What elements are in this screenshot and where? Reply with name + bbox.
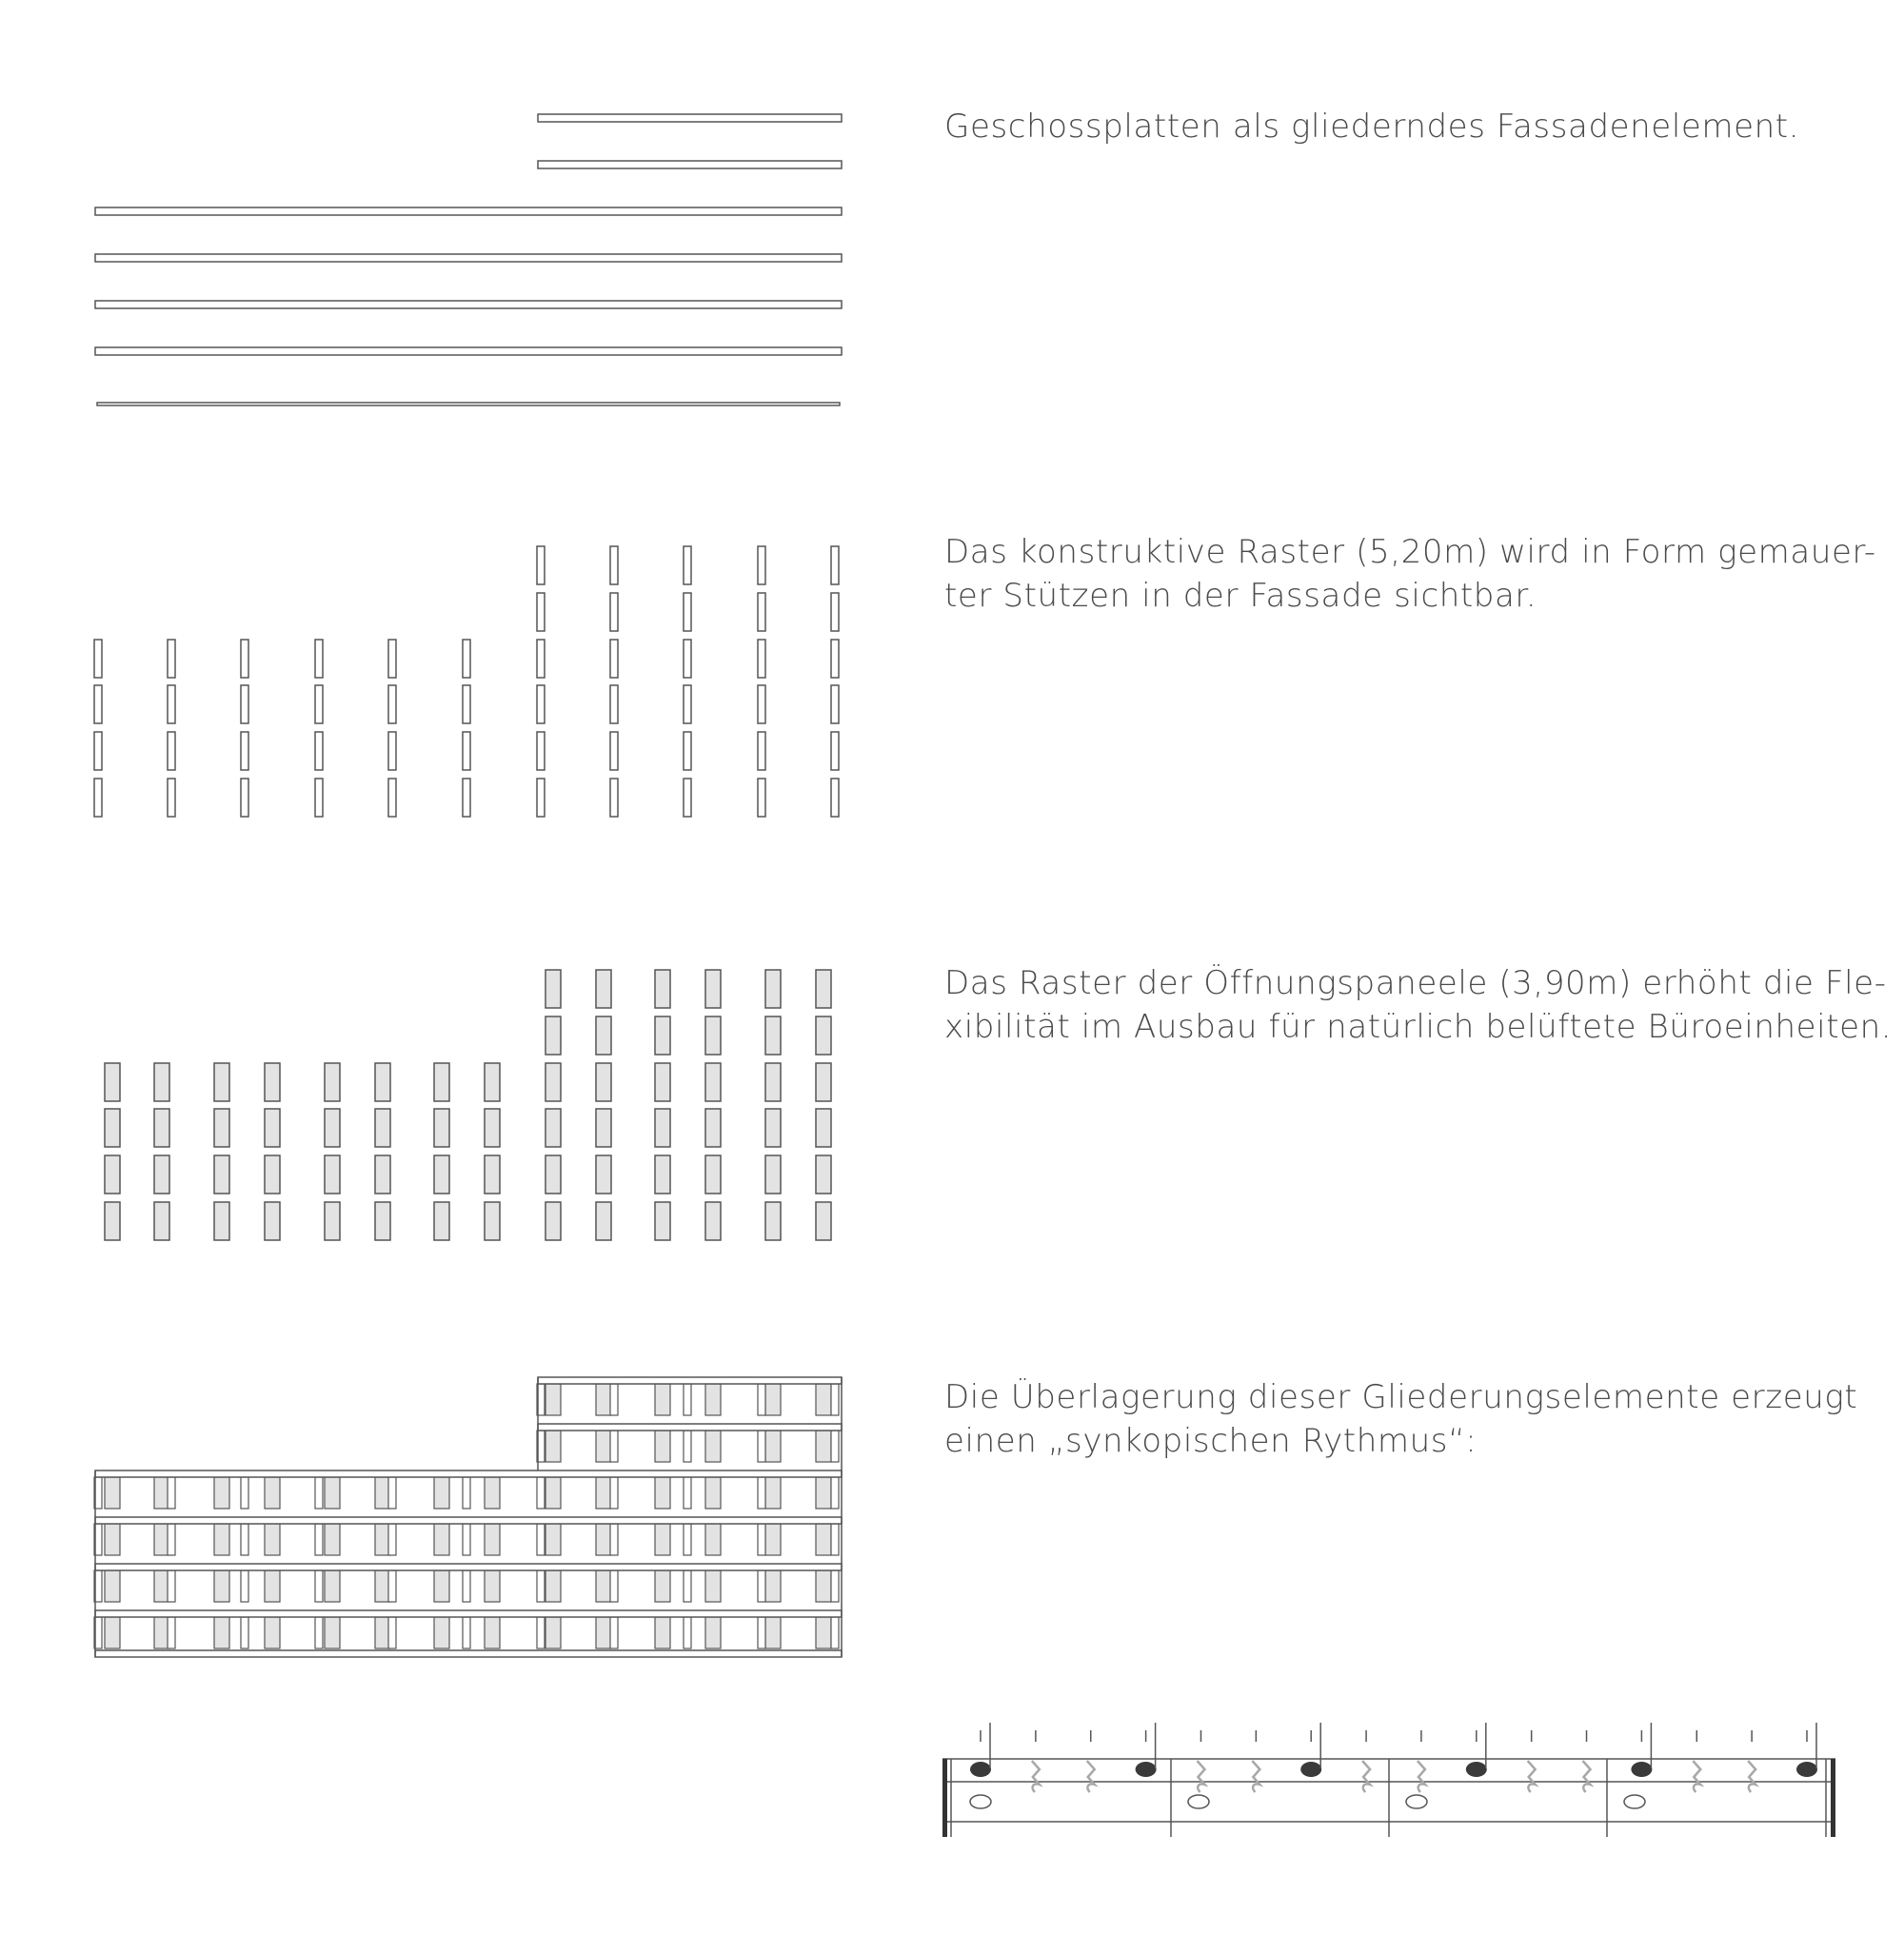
elevation-panel bbox=[325, 1570, 340, 1602]
elevation-panel bbox=[214, 1570, 229, 1602]
opening-panel bbox=[434, 1063, 449, 1101]
quarter-rest bbox=[1362, 1761, 1370, 1792]
structural-column bbox=[537, 779, 545, 817]
elevation-panel bbox=[105, 1477, 120, 1509]
elevation-panel bbox=[765, 1524, 781, 1555]
structural-column bbox=[684, 546, 691, 584]
elevation-slab bbox=[95, 1610, 842, 1617]
structural-column bbox=[610, 546, 618, 584]
opening-panel bbox=[434, 1109, 449, 1147]
quarter-rest bbox=[1087, 1761, 1095, 1792]
opening-panel bbox=[485, 1063, 500, 1101]
quarter-note bbox=[1300, 1762, 1321, 1777]
elevation-column bbox=[610, 1477, 618, 1509]
caption-line: ter Stützen in der Fassade sichtbar. bbox=[944, 577, 1537, 615]
opening-panel bbox=[375, 1109, 390, 1147]
elevation-panel bbox=[265, 1477, 280, 1509]
elevation-column bbox=[388, 1477, 396, 1509]
structural-column bbox=[315, 640, 323, 678]
opening-panel bbox=[816, 1202, 831, 1240]
opening-panel bbox=[325, 1063, 340, 1101]
quarter-rest bbox=[1748, 1761, 1755, 1792]
elevation-panel bbox=[485, 1477, 500, 1509]
elevation-column bbox=[463, 1617, 470, 1648]
structural-column bbox=[831, 593, 839, 631]
quarter-note bbox=[1796, 1762, 1817, 1777]
elevation-column bbox=[684, 1384, 691, 1415]
opening-panel bbox=[705, 1063, 721, 1101]
structural-column bbox=[684, 732, 691, 770]
floor-slab bbox=[538, 114, 842, 122]
elevation-column bbox=[758, 1570, 765, 1602]
opening-panel bbox=[434, 1202, 449, 1240]
opening-panel bbox=[655, 1016, 670, 1055]
opening-panel bbox=[705, 1202, 721, 1240]
elevation-panel bbox=[545, 1431, 561, 1462]
opening-panel bbox=[655, 970, 670, 1008]
elevation-column bbox=[463, 1477, 470, 1509]
opening-panel bbox=[265, 1109, 280, 1147]
opening-panel bbox=[816, 1109, 831, 1147]
structural-column bbox=[463, 779, 470, 817]
elevation-panel bbox=[596, 1524, 611, 1555]
opening-panel bbox=[545, 1155, 561, 1194]
structural-column bbox=[758, 640, 765, 678]
ground-slab bbox=[97, 403, 840, 405]
elevation-slab bbox=[95, 1564, 842, 1570]
elevation-column bbox=[831, 1524, 839, 1555]
elevation-panel bbox=[596, 1617, 611, 1648]
opening-panel bbox=[655, 1109, 670, 1147]
elevation-panel bbox=[655, 1570, 670, 1602]
elevation-column bbox=[610, 1617, 618, 1648]
opening-panel bbox=[765, 1063, 781, 1101]
structural-column bbox=[463, 640, 470, 678]
quarter-rest bbox=[1252, 1761, 1259, 1792]
elevation-panel bbox=[105, 1617, 120, 1648]
opening-panel bbox=[375, 1063, 390, 1101]
elevation-panel bbox=[765, 1384, 781, 1415]
elevation-panel bbox=[705, 1477, 721, 1509]
structural-column bbox=[758, 685, 765, 723]
floor-slabs-diagram bbox=[95, 114, 842, 405]
floor-slab bbox=[95, 207, 842, 215]
caption-opening-panels bbox=[944, 961, 1893, 1049]
elevation-column bbox=[831, 1384, 839, 1415]
opening-panel bbox=[105, 1202, 120, 1240]
elevation-column bbox=[537, 1477, 545, 1509]
structural-column bbox=[94, 732, 102, 770]
structural-column bbox=[758, 546, 765, 584]
opening-panel bbox=[105, 1155, 120, 1194]
opening-panel bbox=[154, 1063, 169, 1101]
elevation-panel bbox=[485, 1524, 500, 1555]
structural-column bbox=[537, 640, 545, 678]
opening-panel bbox=[596, 1155, 611, 1194]
elevation-slab bbox=[538, 1424, 842, 1431]
quarter-rest bbox=[1032, 1761, 1040, 1792]
elevation-column bbox=[758, 1384, 765, 1415]
elevation-panel bbox=[655, 1431, 670, 1462]
whole-note bbox=[1624, 1795, 1645, 1808]
whole-note bbox=[1188, 1795, 1209, 1808]
structural-column bbox=[388, 685, 396, 723]
quarter-note bbox=[1136, 1762, 1157, 1777]
elevation-panel bbox=[265, 1524, 280, 1555]
elevation-column bbox=[315, 1477, 323, 1509]
quarter-rest bbox=[1197, 1761, 1204, 1792]
caption-structural-grid bbox=[944, 530, 1876, 618]
elevation-panel bbox=[325, 1477, 340, 1509]
structural-column bbox=[537, 732, 545, 770]
opening-panel bbox=[596, 1109, 611, 1147]
elevation-panel bbox=[655, 1477, 670, 1509]
structural-column bbox=[94, 779, 102, 817]
quarter-note bbox=[1466, 1762, 1487, 1777]
opening-panel bbox=[545, 1016, 561, 1055]
elevation-column bbox=[831, 1431, 839, 1462]
elevation-panel bbox=[105, 1524, 120, 1555]
structural-column bbox=[537, 593, 545, 631]
structural-column bbox=[831, 546, 839, 584]
structural-column bbox=[241, 779, 248, 817]
elevation-panel bbox=[214, 1477, 229, 1509]
elevation-panel bbox=[816, 1617, 831, 1648]
elevation-panel bbox=[765, 1477, 781, 1509]
opening-panel bbox=[375, 1155, 390, 1194]
elevation-column bbox=[831, 1477, 839, 1509]
elevation-column bbox=[388, 1617, 396, 1648]
elevation-panel bbox=[434, 1524, 449, 1555]
structural-column bbox=[463, 685, 470, 723]
opening-panel bbox=[265, 1155, 280, 1194]
structural-column bbox=[684, 685, 691, 723]
opening-panel bbox=[765, 1155, 781, 1194]
staff-barline-end bbox=[1831, 1759, 1835, 1837]
structural-column bbox=[315, 732, 323, 770]
elevation-panel bbox=[765, 1570, 781, 1602]
structural-column bbox=[610, 593, 618, 631]
quarter-rest bbox=[1418, 1761, 1425, 1792]
elevation-column bbox=[684, 1477, 691, 1509]
opening-panel bbox=[816, 1016, 831, 1055]
opening-panel bbox=[816, 1063, 831, 1101]
elevation-panel bbox=[545, 1477, 561, 1509]
opening-panel bbox=[596, 970, 611, 1008]
elevation-column bbox=[684, 1570, 691, 1602]
elevation-panel bbox=[434, 1477, 449, 1509]
structural-column bbox=[241, 640, 248, 678]
elevation-column bbox=[610, 1384, 618, 1415]
caption-line: Geschossplatten als gliederndes Fassadenelement. bbox=[944, 108, 1800, 146]
elevation-panel bbox=[655, 1617, 670, 1648]
elevation-column bbox=[610, 1431, 618, 1462]
structural-column bbox=[315, 779, 323, 817]
elevation-column bbox=[758, 1617, 765, 1648]
quarter-rest bbox=[1693, 1761, 1700, 1792]
opening-panel bbox=[105, 1063, 120, 1101]
opening-panel bbox=[765, 970, 781, 1008]
opening-panel bbox=[596, 1202, 611, 1240]
floor-slab bbox=[95, 301, 842, 308]
elevation-column bbox=[168, 1570, 175, 1602]
opening-panel bbox=[705, 970, 721, 1008]
structural-column bbox=[241, 685, 248, 723]
opening-panel bbox=[655, 1202, 670, 1240]
elevation-panel bbox=[655, 1524, 670, 1555]
caption-line: Die Überlagerung dieser Gliederungselemente erzeugt bbox=[944, 1378, 1858, 1416]
opening-panel bbox=[705, 1155, 721, 1194]
elevation-panel bbox=[705, 1617, 721, 1648]
elevation-panel bbox=[816, 1431, 831, 1462]
structural-column bbox=[241, 732, 248, 770]
opening-panel bbox=[655, 1155, 670, 1194]
elevation-panel bbox=[325, 1524, 340, 1555]
elevation-panel bbox=[705, 1570, 721, 1602]
structural-column bbox=[831, 640, 839, 678]
floor-slab bbox=[95, 347, 842, 355]
elevation-column bbox=[463, 1524, 470, 1555]
elevation-column bbox=[168, 1477, 175, 1509]
structural-column bbox=[463, 732, 470, 770]
opening-panel bbox=[545, 970, 561, 1008]
elevation-panel bbox=[816, 1384, 831, 1415]
structural-column bbox=[684, 593, 691, 631]
opening-panels-diagram bbox=[105, 970, 831, 1240]
opening-panel bbox=[154, 1202, 169, 1240]
structural-column bbox=[168, 732, 175, 770]
opening-panel bbox=[485, 1109, 500, 1147]
opening-panel bbox=[375, 1202, 390, 1240]
elevation-panel bbox=[434, 1570, 449, 1602]
elevation-panel bbox=[596, 1431, 611, 1462]
elevation-column bbox=[315, 1617, 323, 1648]
quarter-note bbox=[970, 1762, 991, 1777]
staff-barline-start bbox=[942, 1759, 947, 1837]
opening-panel bbox=[705, 1109, 721, 1147]
opening-panel bbox=[214, 1063, 229, 1101]
elevation-column bbox=[241, 1524, 248, 1555]
quarter-rest bbox=[1583, 1761, 1591, 1792]
elevation-slab bbox=[95, 1517, 842, 1524]
structural-column bbox=[388, 640, 396, 678]
floor-slab bbox=[95, 254, 842, 262]
elevation-panel bbox=[816, 1570, 831, 1602]
elevation-panel bbox=[655, 1384, 670, 1415]
structural-column bbox=[684, 640, 691, 678]
structural-column bbox=[831, 732, 839, 770]
quarter-note bbox=[1631, 1762, 1652, 1777]
opening-panel bbox=[265, 1202, 280, 1240]
elevation-column bbox=[684, 1524, 691, 1555]
elevation-column bbox=[610, 1524, 618, 1555]
caption-overlay bbox=[944, 1375, 1858, 1463]
elevation-panel bbox=[816, 1477, 831, 1509]
elevation-panel bbox=[214, 1617, 229, 1648]
structural-column bbox=[537, 685, 545, 723]
elevation-slab bbox=[95, 1470, 842, 1477]
structural-column bbox=[388, 779, 396, 817]
structural-column bbox=[168, 685, 175, 723]
elevation-column bbox=[241, 1477, 248, 1509]
opening-panel bbox=[545, 1202, 561, 1240]
elevation-slab bbox=[538, 1377, 842, 1384]
elevation-column bbox=[463, 1570, 470, 1602]
elevation-column bbox=[168, 1617, 175, 1648]
elevation-column bbox=[537, 1524, 545, 1555]
elevation-panel bbox=[545, 1617, 561, 1648]
structural-column bbox=[537, 546, 545, 584]
structural-column bbox=[758, 593, 765, 631]
elevation-panel bbox=[596, 1570, 611, 1602]
elevation-panel bbox=[596, 1477, 611, 1509]
elevation-panel bbox=[705, 1431, 721, 1462]
elevation-panel bbox=[325, 1617, 340, 1648]
elevation-panel bbox=[705, 1524, 721, 1555]
opening-panel bbox=[214, 1202, 229, 1240]
elevation-panel bbox=[705, 1384, 721, 1415]
elevation-column bbox=[758, 1477, 765, 1509]
elevation-column bbox=[537, 1570, 545, 1602]
elevation-column bbox=[388, 1570, 396, 1602]
structural-column bbox=[94, 685, 102, 723]
structural-column bbox=[831, 685, 839, 723]
opening-panel bbox=[655, 1063, 670, 1101]
opening-panel bbox=[765, 1202, 781, 1240]
opening-panel bbox=[325, 1155, 340, 1194]
caption-line: xibilität im Ausbau für natürlich belüftete Büroeinheiten. bbox=[944, 1008, 1893, 1046]
structural-column bbox=[610, 779, 618, 817]
elevation-column bbox=[241, 1570, 248, 1602]
structural-column bbox=[168, 640, 175, 678]
elevation-ground-slab bbox=[95, 1650, 842, 1657]
elevation-panel bbox=[765, 1431, 781, 1462]
opening-panel bbox=[485, 1155, 500, 1194]
elevation-column bbox=[610, 1570, 618, 1602]
opening-panel bbox=[105, 1109, 120, 1147]
rhythm-score-diagram bbox=[942, 1723, 1835, 1837]
elevation-panel bbox=[214, 1524, 229, 1555]
elevation-column bbox=[388, 1524, 396, 1555]
structural-column bbox=[388, 732, 396, 770]
elevation-column bbox=[537, 1617, 545, 1648]
opening-panel bbox=[325, 1202, 340, 1240]
elevation-panel bbox=[485, 1617, 500, 1648]
whole-note bbox=[970, 1795, 991, 1808]
elevation-column bbox=[831, 1617, 839, 1648]
elevation-panel bbox=[545, 1570, 561, 1602]
opening-panel bbox=[214, 1109, 229, 1147]
elevation-column bbox=[315, 1524, 323, 1555]
opening-panel bbox=[485, 1202, 500, 1240]
elevation-panel bbox=[596, 1384, 611, 1415]
opening-panel bbox=[545, 1063, 561, 1101]
floor-slab bbox=[538, 161, 842, 168]
elevation-column bbox=[241, 1617, 248, 1648]
opening-panel bbox=[154, 1155, 169, 1194]
caption-floor-slabs bbox=[944, 105, 1858, 148]
combined-elevation-diagram bbox=[94, 1377, 842, 1657]
caption-line: Das konstruktive Raster (5,20m) wird in Form gemauer- bbox=[944, 533, 1876, 571]
opening-panel bbox=[154, 1109, 169, 1147]
structural-column bbox=[610, 640, 618, 678]
elevation-panel bbox=[434, 1617, 449, 1648]
elevation-panel bbox=[545, 1384, 561, 1415]
elevation-column bbox=[315, 1570, 323, 1602]
structural-column bbox=[758, 732, 765, 770]
elevation-column bbox=[758, 1524, 765, 1555]
elevation-panel bbox=[485, 1570, 500, 1602]
structural-column bbox=[610, 685, 618, 723]
elevation-panel bbox=[765, 1617, 781, 1648]
whole-note bbox=[1406, 1795, 1427, 1808]
structural-column bbox=[168, 779, 175, 817]
opening-panel bbox=[214, 1155, 229, 1194]
structural-column bbox=[94, 640, 102, 678]
quarter-rest bbox=[1528, 1761, 1536, 1792]
structural-column bbox=[610, 732, 618, 770]
opening-panel bbox=[816, 970, 831, 1008]
structural-column bbox=[684, 779, 691, 817]
elevation-panel bbox=[545, 1524, 561, 1555]
structural-columns-diagram bbox=[94, 546, 839, 817]
elevation-panel bbox=[265, 1570, 280, 1602]
opening-panel bbox=[545, 1109, 561, 1147]
opening-panel bbox=[265, 1063, 280, 1101]
elevation-column bbox=[758, 1431, 765, 1462]
elevation-column bbox=[684, 1617, 691, 1648]
opening-panel bbox=[434, 1155, 449, 1194]
elevation-column bbox=[684, 1431, 691, 1462]
opening-panel bbox=[325, 1109, 340, 1147]
elevation-panel bbox=[265, 1617, 280, 1648]
elevation-panel bbox=[105, 1570, 120, 1602]
opening-panel bbox=[816, 1155, 831, 1194]
opening-panel bbox=[596, 1063, 611, 1101]
elevation-column bbox=[168, 1524, 175, 1555]
structural-column bbox=[758, 779, 765, 817]
structural-column bbox=[315, 685, 323, 723]
opening-panel bbox=[765, 1109, 781, 1147]
caption-line: Das Raster der Öffnungspaneele (3,90m) erhöht die Fle- bbox=[944, 964, 1887, 1002]
caption-line: einen „synkopischen Rythmus“: bbox=[944, 1422, 1478, 1460]
opening-panel bbox=[765, 1016, 781, 1055]
elevation-column bbox=[831, 1570, 839, 1602]
structural-column bbox=[831, 779, 839, 817]
opening-panel bbox=[705, 1016, 721, 1055]
elevation-panel bbox=[816, 1524, 831, 1555]
opening-panel bbox=[596, 1016, 611, 1055]
